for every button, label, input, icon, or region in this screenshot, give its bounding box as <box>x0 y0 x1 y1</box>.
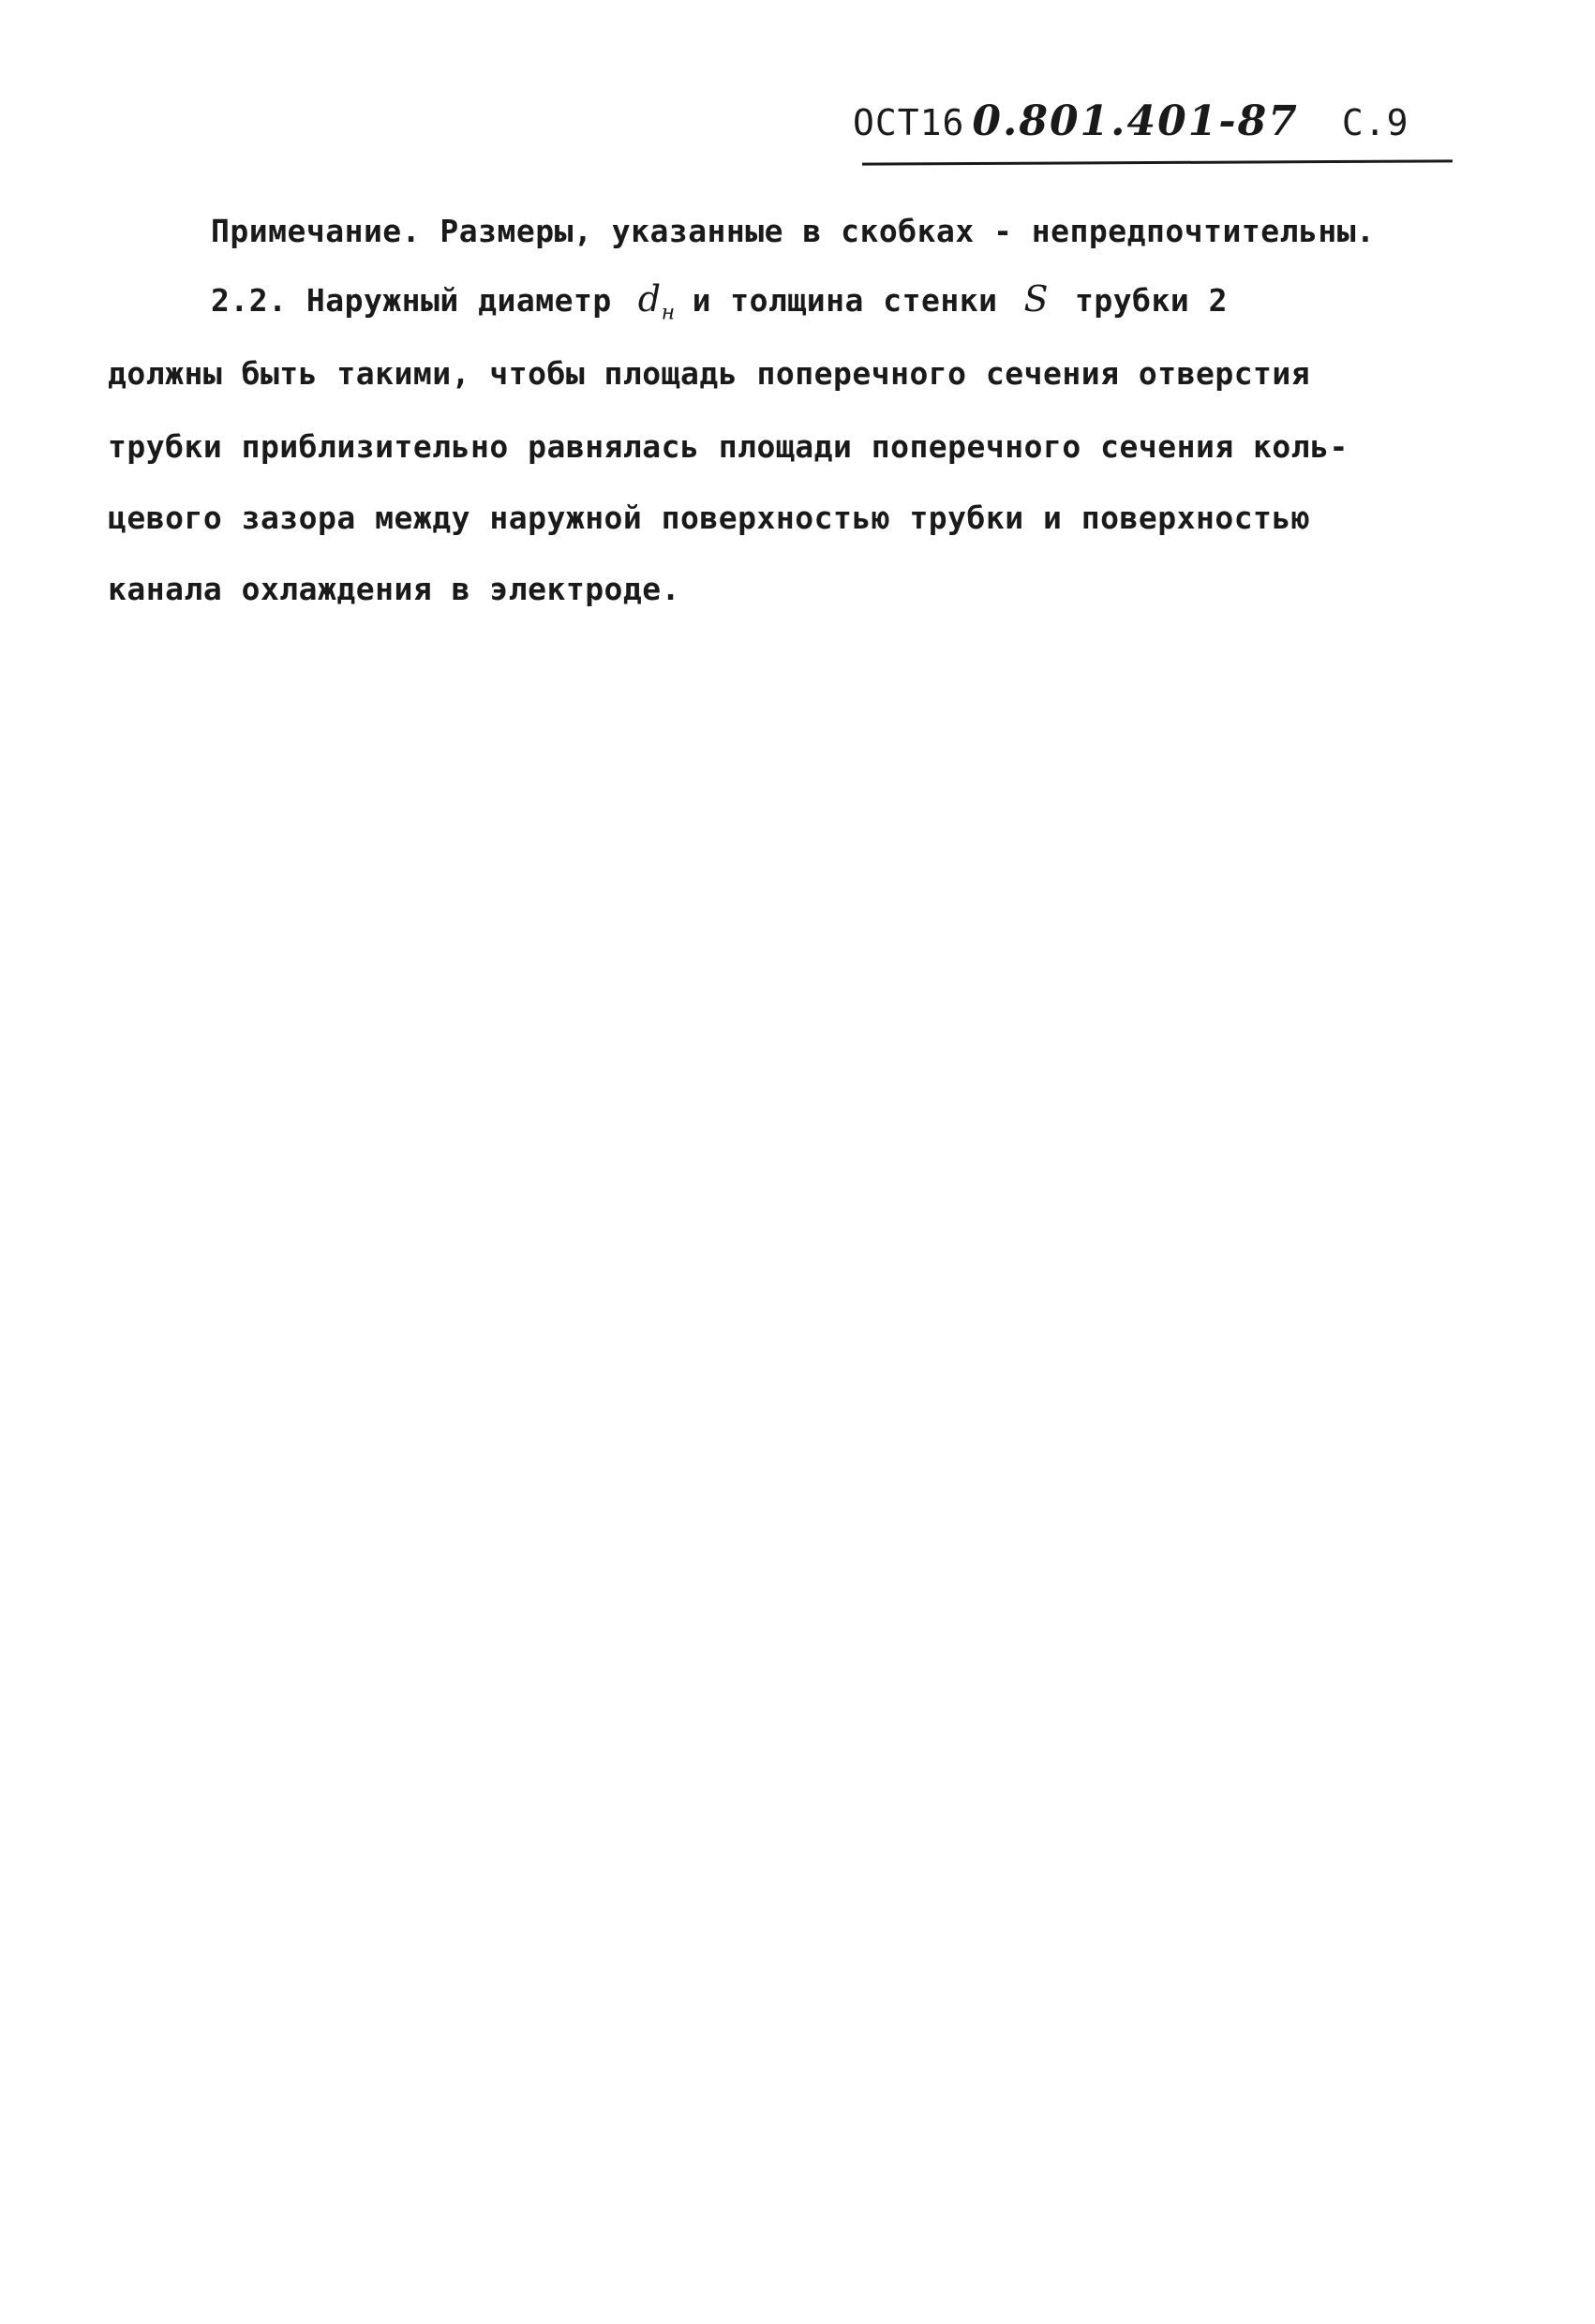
clause-text-part1: 2.2. Наружный диаметр <box>211 282 612 319</box>
clause-text-part2: и толщина стенки <box>692 282 998 319</box>
header-underline <box>862 159 1453 165</box>
clause-2-2-line <box>211 278 1228 335</box>
page-number: С.9 <box>1341 102 1409 143</box>
clause-text-part3: трубки 2 <box>1075 282 1228 319</box>
body-line-3: должны быть такими, чтобы площадь поперечного сечения отверстия <box>108 355 1311 392</box>
header-designation <box>853 94 1409 151</box>
symbol-wall-thickness: S <box>1023 278 1049 320</box>
note-line: Примечание. Размеры, указанные в скобках - непредпочтительны. <box>211 213 1376 249</box>
symbol-outer-diameter: $d_н$ <box>637 278 676 325</box>
page-header <box>853 94 1453 169</box>
body-line-6: канала охлаждения в электроде. <box>108 571 681 607</box>
standard-prefix: ОСТ16 <box>853 102 965 143</box>
body-line-4: трубки приблизительно равнялась площади поперечного сечения коль- <box>108 428 1349 465</box>
standard-number: 0.801.401-87 <box>972 97 1299 145</box>
body-line-5: цевого зазора между наружной поверхностью трубки и поверхностью <box>108 499 1311 536</box>
